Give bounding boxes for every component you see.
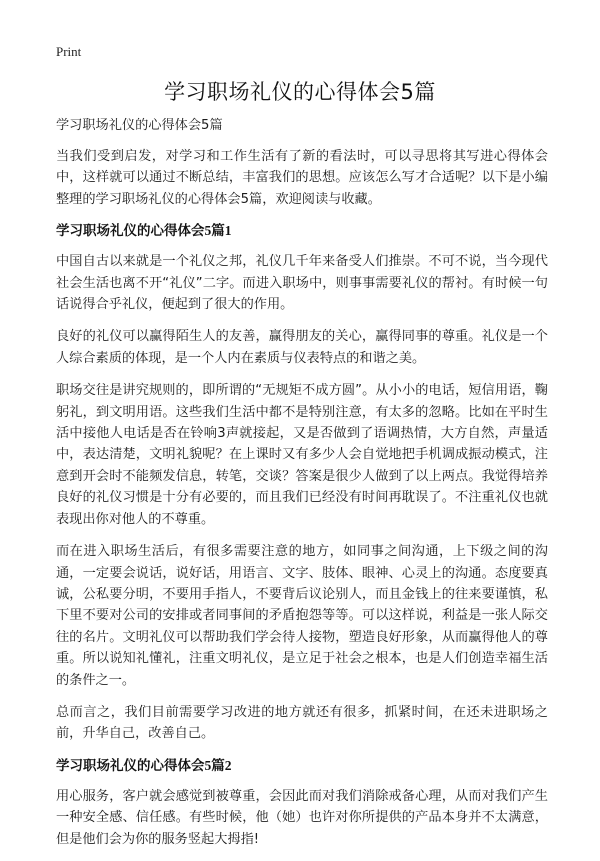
body-paragraph: 用心服务，客户就会感觉到被尊重，会因此而对我们消除戒备心理，从而对我们产生一种安全感、信任感。有些时候，他（她）也许对你所提供的产品本身并不太满意，但是他们会为你的服务竖起大拇指!: [56, 788, 548, 847]
intro-paragraph: 当我们受到启发，对学习和工作生活有了新的看法时，可以寻思将其写进心得体会中，这样就可以通过不断总结，丰富我们的思想。应该怎么写才合适呢？以下是小编整理的学习职场礼仪的心得体会5篇，欢迎阅读与收藏。: [56, 149, 548, 207]
body-paragraph: 中国自古以来就是一个礼仪之邦，礼仪几千年来备受人们推崇。不可不说，当今现代社会生活也离不开“礼仪”二字。而进入职场中，则事事需要礼仪的帮衬。有时候一句话说得合乎礼仪，便起到了很大的作用。: [56, 254, 548, 313]
section-1: [56, 221, 548, 745]
body-paragraph: 总而言之，我们目前需要学习改进的地方就还有很多，抓紧时间，在还未进职场之前，升华自己，改善自己。: [56, 704, 548, 742]
body-paragraph: 良好的礼仪可以赢得陌生人的友善，赢得朋友的关心，赢得同事的尊重。礼仪是一个人综合素质的体现，是一个人内在素质与仪表特点的和谐之美。: [56, 329, 548, 366]
section-2: [56, 756, 548, 850]
page-title: 学习职场礼仪的心得体会5篇: [164, 80, 436, 104]
body-paragraph: 职场交往是讲究规则的，即所谓的“无规矩不成方圆”。从小小的电话，短信用语，鞠躬礼，到文明用语。这些我们生活中都不是特别注意，有太多的忽略。比如在平时生活中接他人电话是否在铃响3声就接起，又是否做到了语调热情，大方自然，声量适中，表达清楚，文明礼貌呢？在上课时又有多少人会自觉地把手机调成振动模式，注意到开会时不能频发信息，转笔，交谈？答案是很少人做到了以上两点。我觉得培养良好的礼仪习惯是十分有必要的，而且我们已经没有时间再耽误了。不注重礼仪也就表现出你对他人的不尊重。: [56, 383, 548, 527]
document-body: [56, 116, 548, 861]
section-heading: 学习职场礼仪的心得体会5篇2: [56, 757, 232, 773]
body-paragraph: 而在进入职场生活后，有很多需要注意的地方，如同事之间沟通，上下级之间的沟通，一定要会说话，说好话，用语言、文字、肢体、眼神、心灵上的沟通。态度要真诚，公私要分明，不要用手指人，不要背后议论别人，而且金钱上的往来要谨慎，私下里不要对公司的安排或者同事间的矛盾抱怨等等。可以这样说，利益是一张人际交往的名片。文明礼仪可以帮助我们学会待人接物，塑造良好形象，从而赢得他人的尊重。所以说知礼懂礼，注重文明礼仪，是立足于社会之根本，也是人们创造幸福生活的条件之一。: [56, 544, 548, 688]
section-heading: 学习职场礼仪的心得体会5篇1: [56, 223, 232, 239]
document-subtitle: 学习职场礼仪的心得体会5篇: [56, 118, 223, 133]
print-link[interactable]: Print: [56, 44, 82, 59]
